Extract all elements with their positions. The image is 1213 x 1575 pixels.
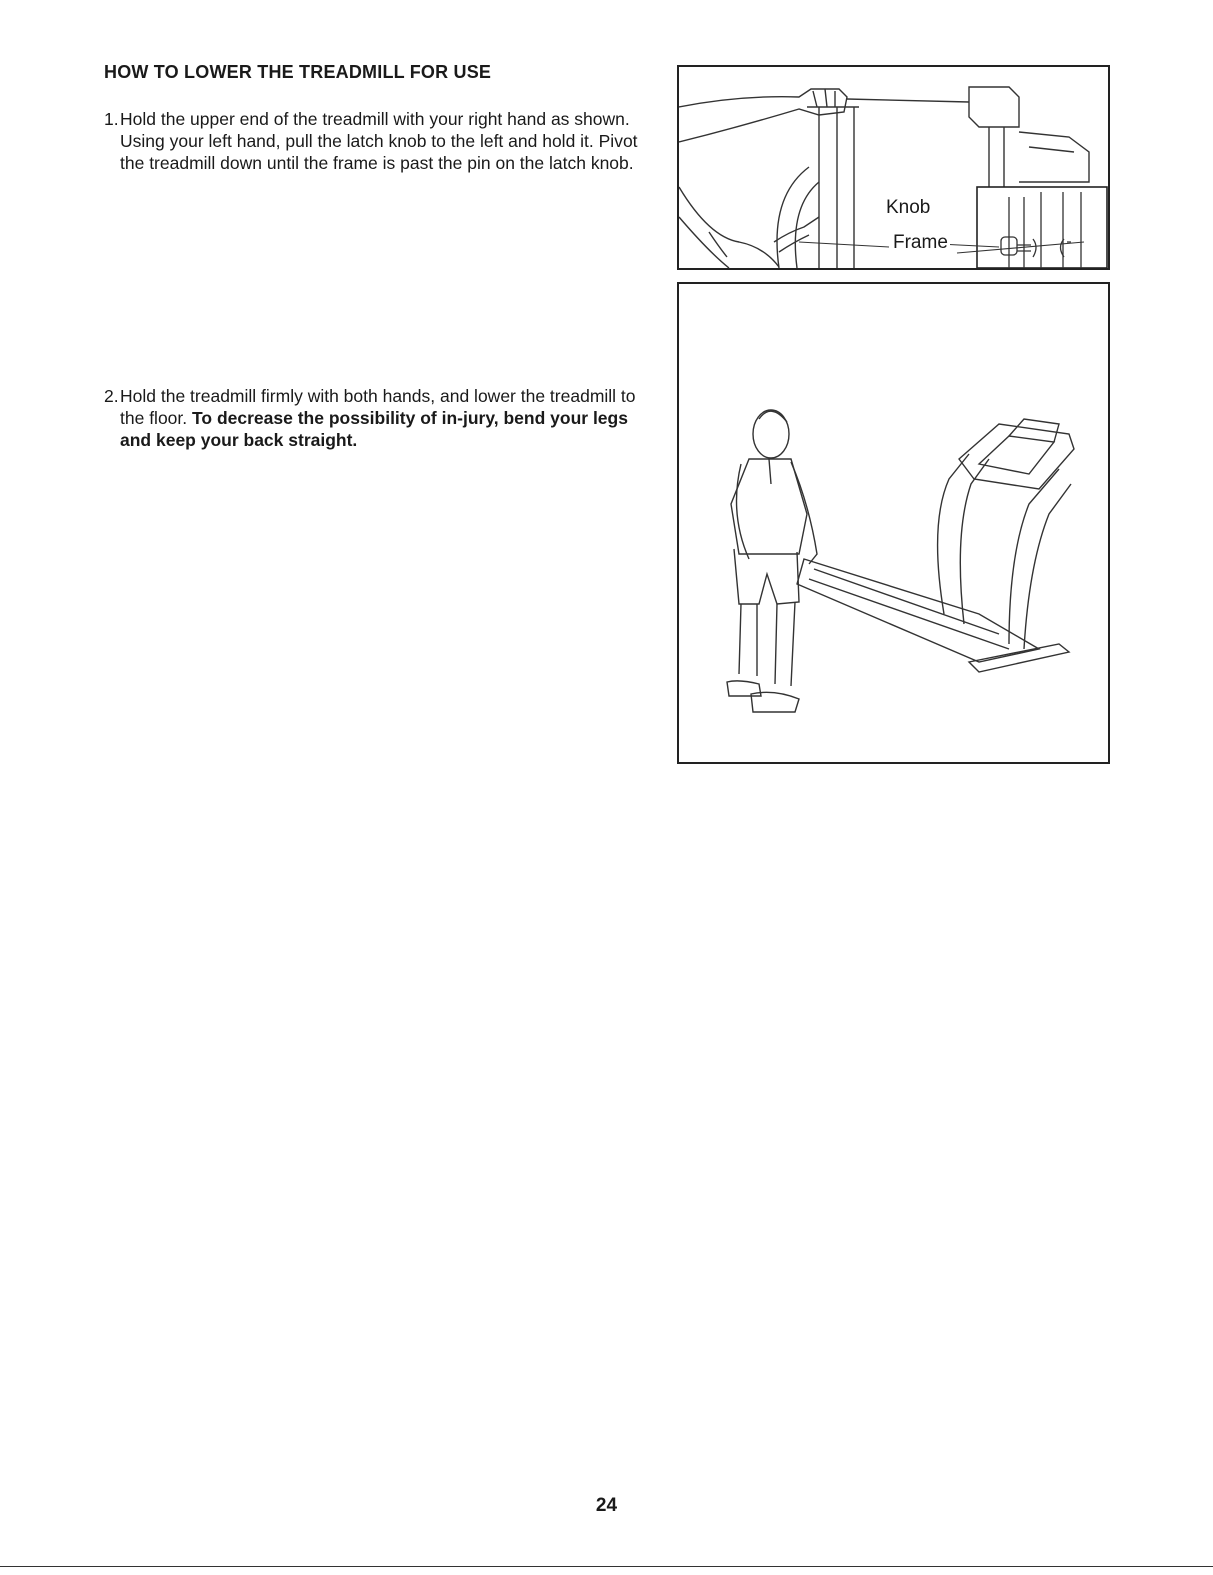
instruction-step-2: [104, 385, 644, 451]
section-heading: HOW TO LOWER THE TREADMILL FOR USE: [104, 62, 492, 82]
bottom-rule: [0, 1566, 1213, 1567]
knob-callout: Knob: [886, 197, 931, 218]
instruction-step-1: [104, 108, 644, 174]
safety-warning-text: To decrease the possibility of in-jury, bend your legs and keep your back straight.: [120, 408, 628, 450]
step-number: 1.: [104, 109, 119, 129]
frame-callout: Frame: [893, 232, 948, 253]
page-number: 24: [595, 1495, 618, 1516]
figure-latch-knob: [677, 65, 1110, 270]
step-text: Hold the treadmill firmly with both hands, and lower the treadmill to the floor.: [120, 386, 636, 428]
figure-lowering-treadmill: [677, 282, 1110, 764]
step-text: Hold the upper end of the treadmill with your right hand as shown. Using your left hand, pull the latch knob to the left and hold it. Pivot the treadmill down until the frame is past the pin on the latch knob.: [120, 109, 638, 173]
step-number: 2.: [104, 386, 119, 406]
lowering-treadmill-illustration: [679, 284, 1108, 762]
